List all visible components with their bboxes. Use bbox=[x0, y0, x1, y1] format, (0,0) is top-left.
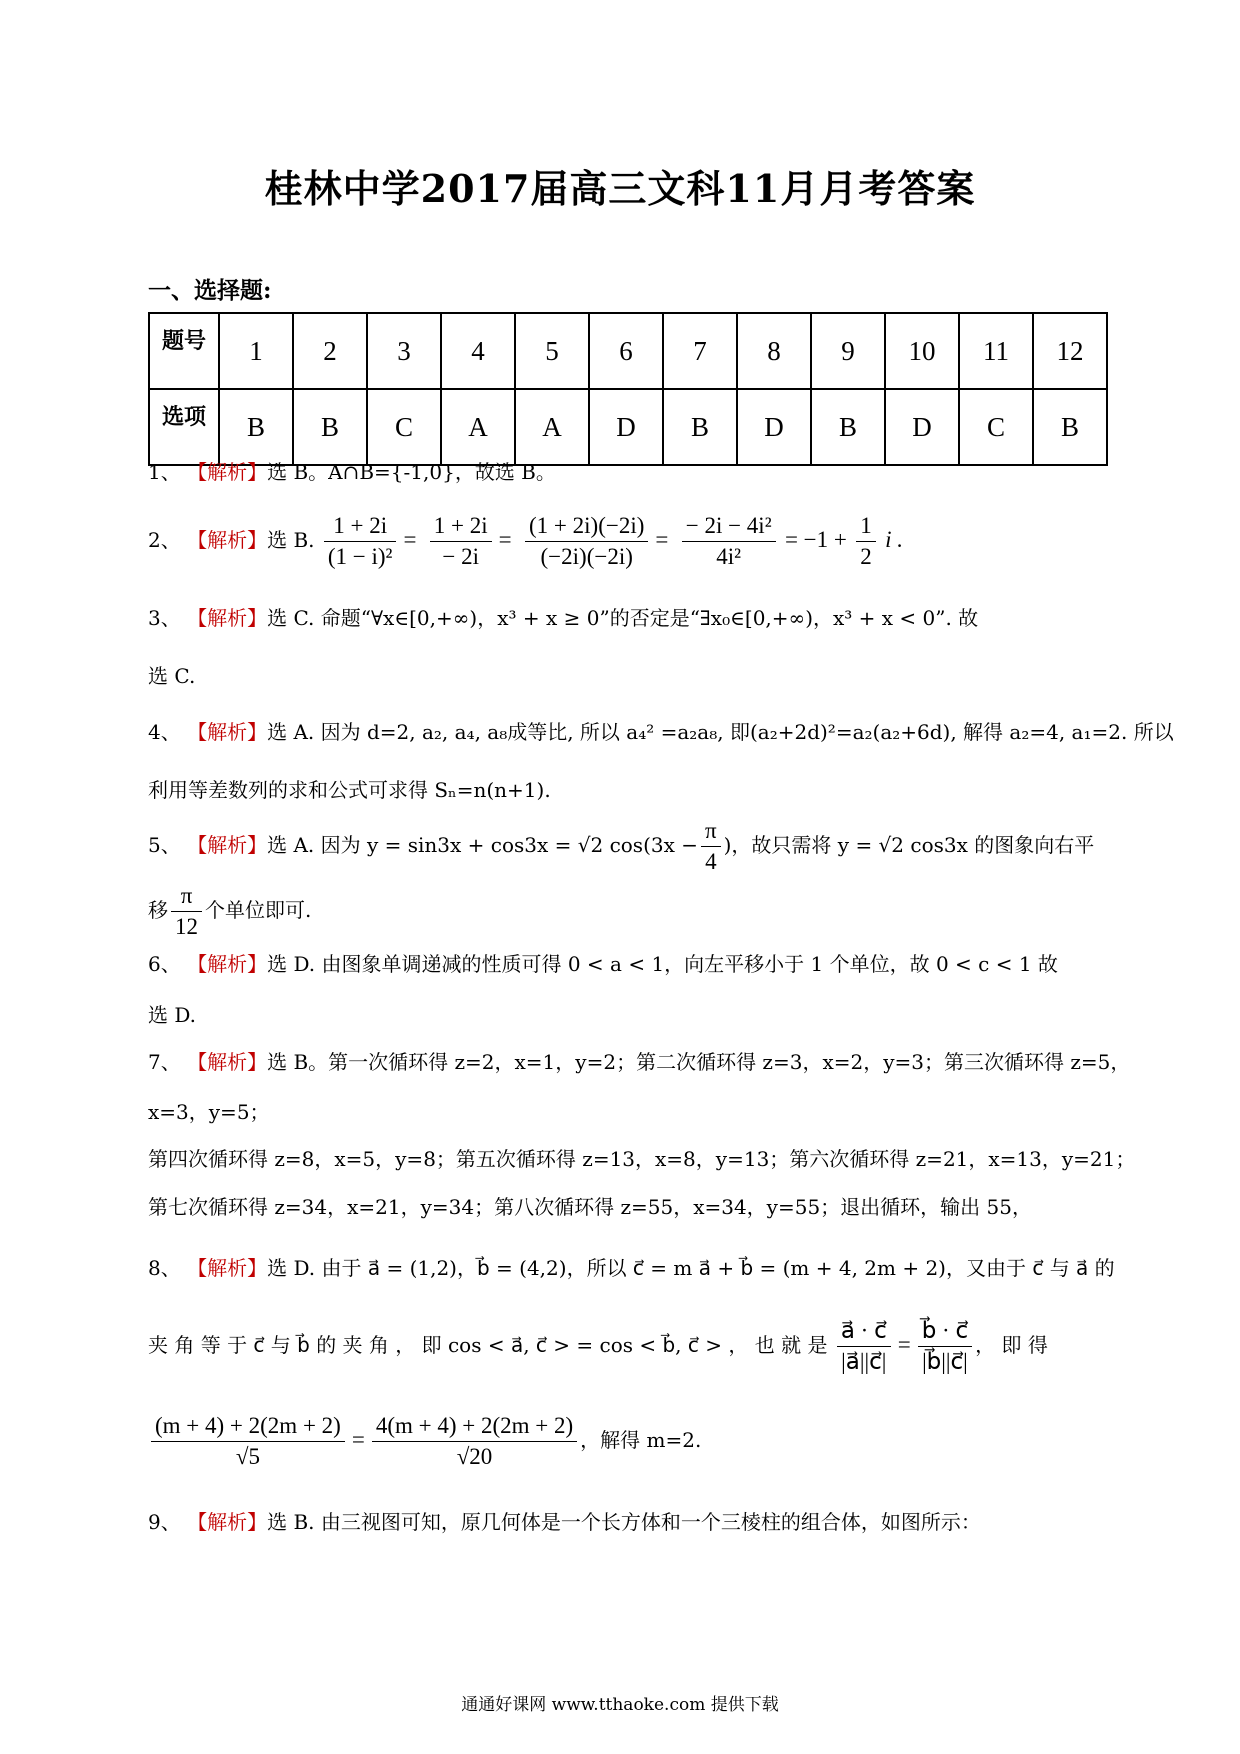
fraction: $\frac{1 + 2i}{- 2i}$ bbox=[430, 511, 492, 572]
solution-text: 选 B。A∩B={-1,0}，故选 B。 bbox=[267, 460, 556, 484]
item-number: 1、 bbox=[148, 460, 181, 484]
answer-cell: D bbox=[885, 389, 959, 465]
fraction: $\frac{(1 + 2i)(-2i)}{(-2i)(-2i)}$ bbox=[525, 511, 648, 572]
solution-5-cont: 移 $\frac{\pi}{12}$ 个单位即可. bbox=[148, 880, 311, 942]
page-title: 桂林中学2017届高三文科11月月考答案 bbox=[264, 166, 976, 211]
question-number-cell: 12 bbox=[1033, 313, 1107, 389]
solution-text: 选 B。第一次循环得 z=2，x=1，y=2；第二次循环得 z=3，x=2，y=3；第三次循环得 z=5， bbox=[267, 1050, 1131, 1074]
question-number-cell: 7 bbox=[663, 313, 737, 389]
fraction: $\frac{b⃗ \cdot c⃗}{|b⃗||c⃗|}$ bbox=[918, 1316, 972, 1377]
fraction: $\frac{(m + 4) + 2(2m + 2)}{√5}$ bbox=[151, 1411, 345, 1472]
solution-5 bbox=[148, 815, 1094, 877]
item-number: 2、 bbox=[148, 528, 181, 552]
math-text: = −1 + bbox=[784, 527, 847, 552]
solution-6 bbox=[148, 950, 1058, 978]
solution-3-cont: 选 C. bbox=[148, 664, 196, 688]
solution-text: 选 C. 命题“∀x∈[0,+∞)，x³ + x ≥ 0”的否定是“∃x₀∈[0,+∞)，x³ + x < 0”. 故 bbox=[267, 606, 979, 630]
item-number: 6、 bbox=[148, 952, 181, 976]
question-number-cell: 5 bbox=[515, 313, 589, 389]
analysis-tag: 【解析】 bbox=[187, 833, 268, 857]
analysis-tag: 【解析】 bbox=[187, 606, 268, 630]
item-number: 8、 bbox=[148, 1256, 181, 1280]
table-row-numbers bbox=[149, 313, 1107, 389]
analysis-tag: 【解析】 bbox=[187, 720, 268, 744]
solution-text: 选 A. 因为 d=2, a₂, a₄, a₈成等比, 所以 a₄² =a₂a₈, 即(a₂+2d)²=a₂(a₂+6d), 解得 a₂=4, a₁=2. 所以 bbox=[267, 720, 1174, 744]
section-heading: 一、选择题: bbox=[148, 277, 272, 304]
analysis-tag: 【解析】 bbox=[187, 528, 268, 552]
answer-cell: B bbox=[811, 389, 885, 465]
fraction: $\frac{4(m + 4) + 2(2m + 2)}{√20}$ bbox=[372, 1411, 577, 1472]
answer-cell: B bbox=[1033, 389, 1107, 465]
answer-cell: C bbox=[367, 389, 441, 465]
solution-4-cont: 利用等差数列的求和公式可求得 Sₙ=n(n+1). bbox=[148, 778, 551, 802]
fraction: $\frac{a⃗ \cdot c⃗}{|a⃗||c⃗|}$ bbox=[837, 1316, 891, 1377]
question-number-cell: 6 bbox=[589, 313, 663, 389]
question-number-cell: 11 bbox=[959, 313, 1033, 389]
solution-7-cont: 第四次循环得 z=8，x=5，y=8；第五次循环得 z=13，x=8，y=13；第六次循环得 z=21，x=13，y=21； bbox=[148, 1147, 1136, 1171]
solution-8-cont: 夹 角 等 于 c⃗ 与 b⃗ 的 夹 角 ， 即 cos < a⃗, c⃗ > = cos < b⃗, c⃗ > ， 也 就 是 $\frac{a⃗ \cdot c⃗}{|a⃗||c⃗|}$ = $\frac{b⃗ \cdot c⃗}{|b⃗||c⃗|}$ ， 即 得 bbox=[148, 1310, 1048, 1380]
answer-cell: B bbox=[219, 389, 293, 465]
answer-cell: A bbox=[515, 389, 589, 465]
fraction: $\frac{\text{− 2i − 4i²}}{\text{4i²}}$ bbox=[682, 511, 776, 572]
answer-cell: D bbox=[737, 389, 811, 465]
analysis-tag: 【解析】 bbox=[187, 460, 268, 484]
math-text: i . bbox=[885, 527, 903, 552]
solution-8 bbox=[148, 1254, 1115, 1282]
question-number-cell: 3 bbox=[367, 313, 441, 389]
question-number-cell: 2 bbox=[293, 313, 367, 389]
analysis-tag: 【解析】 bbox=[187, 1510, 268, 1534]
solution-6-cont: 选 D. bbox=[148, 1003, 197, 1027]
table-row-answers bbox=[149, 389, 1107, 465]
answer-cell: D bbox=[589, 389, 663, 465]
solution-7-cont: 第七次循环得 z=34，x=21，y=34；第八次循环得 z=55，x=34，y=55；退出循环，输出 55， bbox=[148, 1195, 1032, 1219]
row-label-answer: 选项 bbox=[149, 389, 219, 465]
fraction: $\frac{1 + 2i}{\text{(1 − i)²}}$ bbox=[324, 511, 397, 572]
question-number-cell: 10 bbox=[885, 313, 959, 389]
item-number: 7、 bbox=[148, 1050, 181, 1074]
question-number-cell: 8 bbox=[737, 313, 811, 389]
solution-4 bbox=[148, 718, 1174, 746]
analysis-tag: 【解析】 bbox=[187, 1050, 268, 1074]
solution-7 bbox=[148, 1048, 1130, 1076]
solution-3 bbox=[148, 604, 978, 632]
footer-text: 通通好课网 www.tthaoke.com 提供下载 bbox=[461, 1695, 779, 1715]
answer-cell: C bbox=[959, 389, 1033, 465]
question-number-cell: 1 bbox=[219, 313, 293, 389]
analysis-tag: 【解析】 bbox=[187, 952, 268, 976]
solution-text: 选 D. 由于 a⃗ = (1,2)，b⃗ = (4,2)，所以 c⃗ = m a⃗ + b⃗ = (m + 4, 2m + 2)，又由于 c⃗ 与 a⃗ 的 bbox=[267, 1256, 1115, 1280]
solution-text: 选 B. 由三视图可知，原几何体是一个长方体和一个三棱柱的组合体，如图所示： bbox=[267, 1510, 981, 1534]
fraction: $\frac{\pi}{4}$ bbox=[701, 816, 721, 877]
answer-cell: B bbox=[663, 389, 737, 465]
solution-1 bbox=[148, 458, 556, 486]
answer-table bbox=[148, 312, 1108, 466]
question-number-cell: 9 bbox=[811, 313, 885, 389]
item-number: 4、 bbox=[148, 720, 181, 744]
question-number-cell: 4 bbox=[441, 313, 515, 389]
solution-text: 选 D. 由图象单调递减的性质可得 0 < a < 1，向左平移小于 1 个单位，故 0 < c < 1 故 bbox=[267, 952, 1058, 976]
solution-text: 选 A. 因为 y = sin3x + cos3x = √2 cos(3x − bbox=[267, 833, 698, 857]
solution-text: )，故只需将 y = √2 cos3x 的图象向右平 bbox=[723, 833, 1095, 857]
solution-2: 2、 【解析】选 B. $\frac{1 + 2i}{\text{(1 − i)²}}$ = $\frac{1 + 2i}{- 2i}$ = $\frac{(1 + 2i)(-2i)}{(-2i)(-2i)}$ = $\frac{\text{− 2i − 4i²}}{\text{4i²}}$ = −1 + $\frac{1}{2}$ i . bbox=[148, 505, 903, 575]
solution-8-cont: $\frac{(m + 4) + 2(2m + 2)}{√5}$ = $\frac{4(m + 4) + 2(2m + 2)}{√20}$ ，解得 m=2. bbox=[148, 1405, 701, 1475]
solution-text: 选 B. bbox=[267, 528, 315, 552]
analysis-tag: 【解析】 bbox=[187, 1256, 268, 1280]
fraction: $\frac{\pi}{12}$ bbox=[171, 881, 202, 942]
item-number: 9、 bbox=[148, 1510, 181, 1534]
item-number: 5、 bbox=[148, 833, 181, 857]
answer-cell: A bbox=[441, 389, 515, 465]
row-label-number: 题号 bbox=[149, 313, 219, 389]
answer-cell: B bbox=[293, 389, 367, 465]
solution-9 bbox=[148, 1508, 981, 1536]
fraction: $\frac{1}{2}$ bbox=[856, 511, 876, 572]
solution-7-cont: x=3，y=5； bbox=[148, 1100, 270, 1124]
item-number: 3、 bbox=[148, 606, 181, 630]
